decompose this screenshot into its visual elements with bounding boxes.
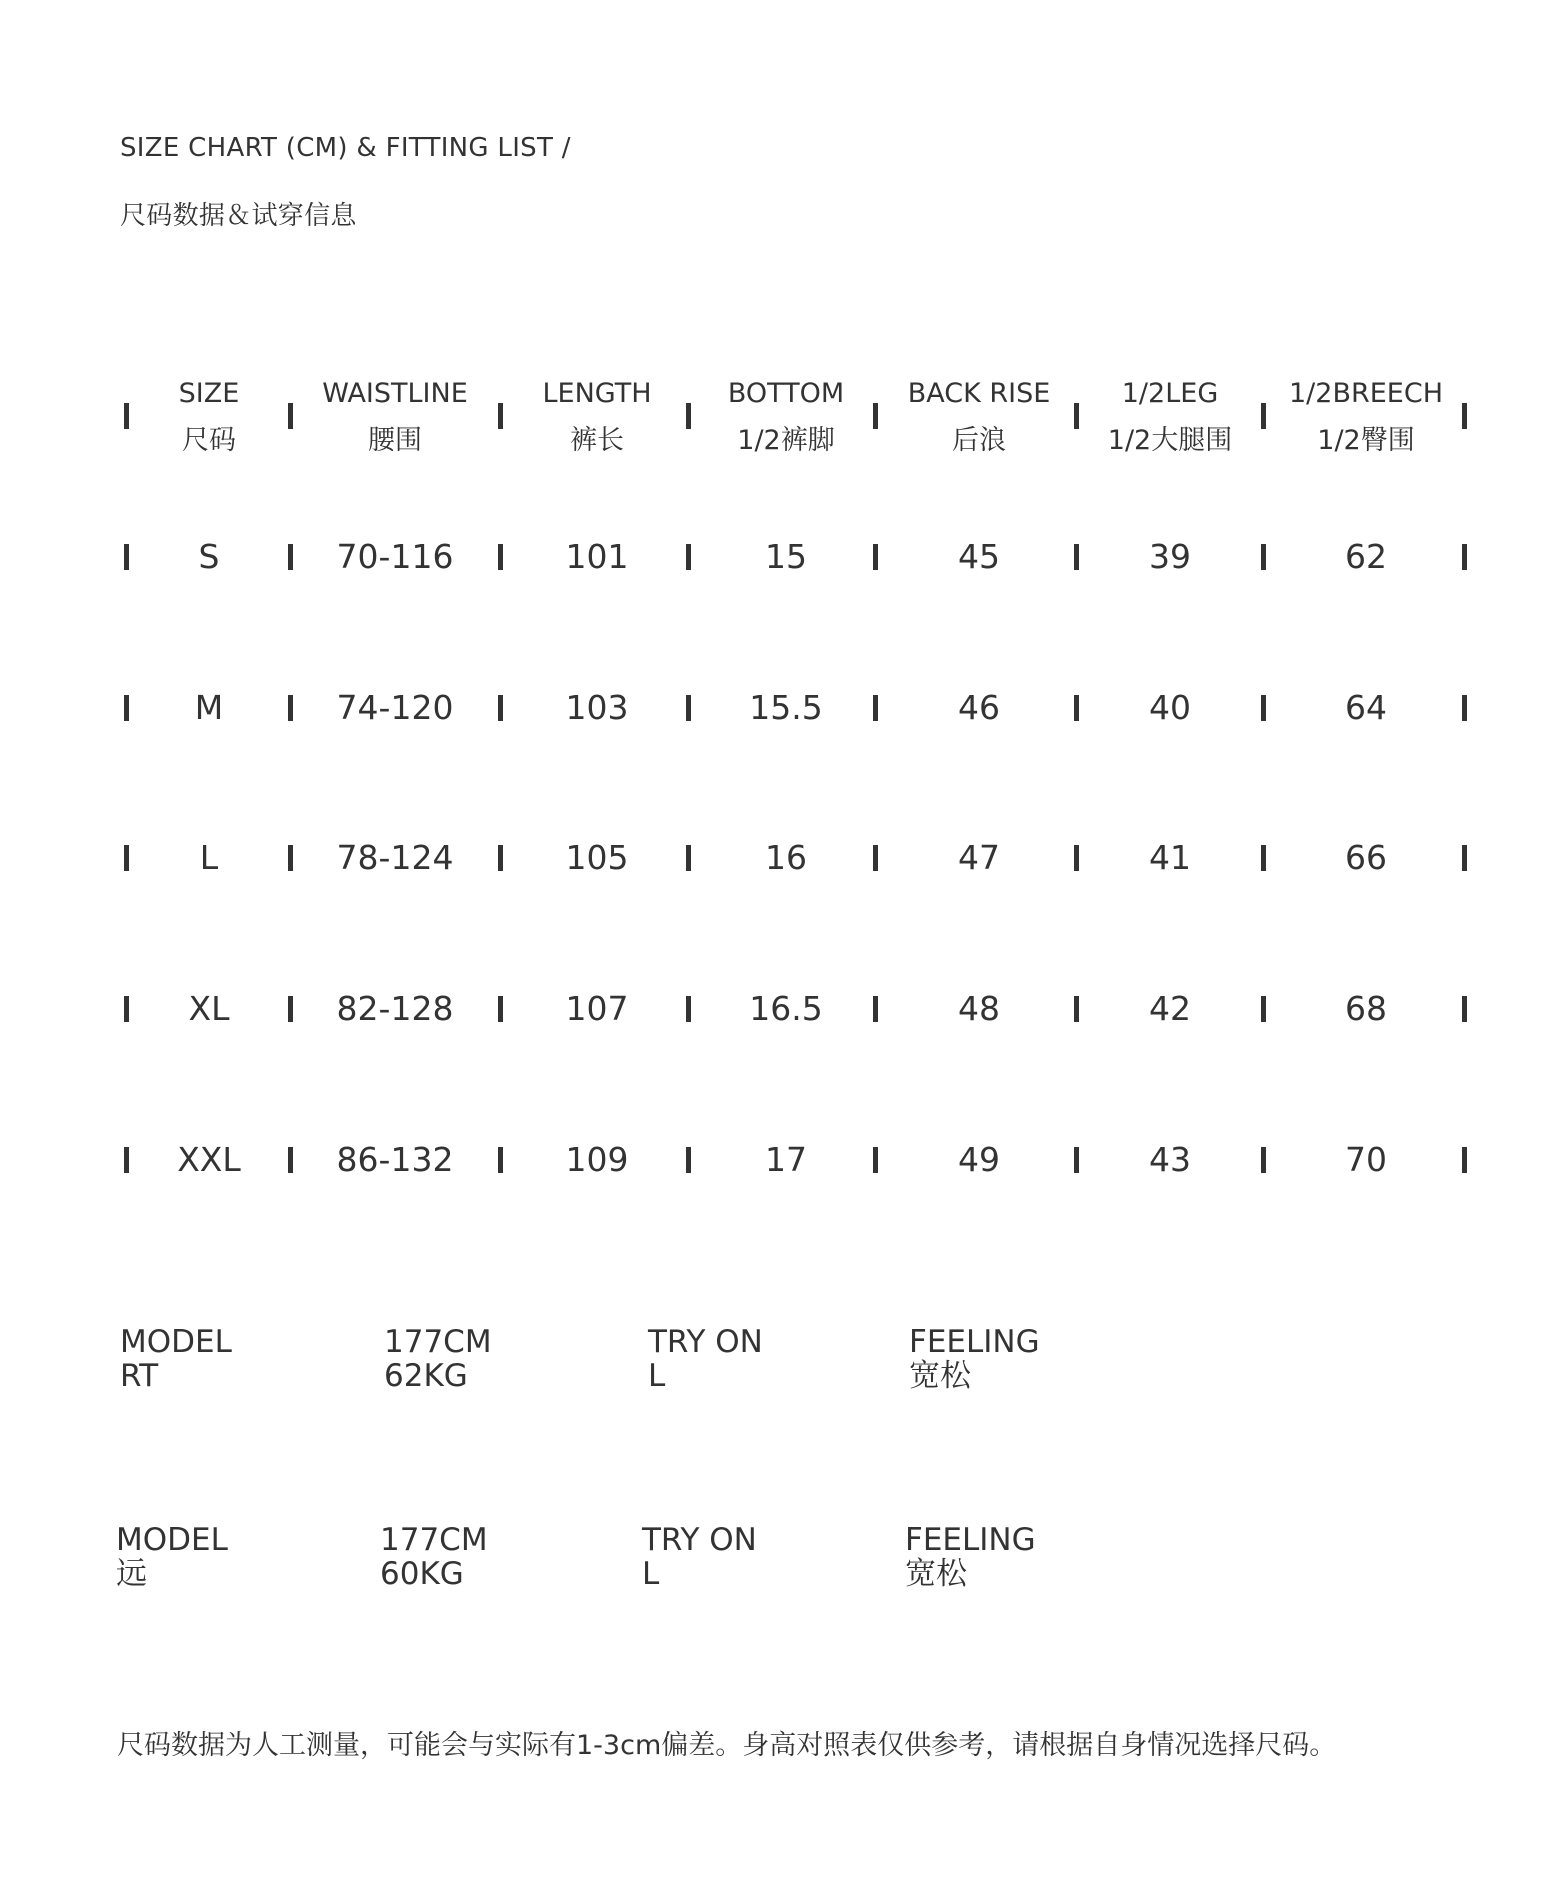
column-separator	[124, 544, 129, 570]
model-try-on-cell	[642, 1523, 757, 1591]
model-height: 177CM	[384, 1324, 492, 1360]
cell-bottom: 16.5	[749, 989, 823, 1028]
column-separator	[124, 996, 129, 1022]
column-separator	[1261, 845, 1266, 871]
cell-size: S	[198, 537, 220, 576]
column-separator	[288, 403, 293, 429]
cell-back-rise: 45	[958, 537, 1000, 576]
cell-half-breech: 70	[1345, 1140, 1387, 1179]
cell-back-rise: 46	[958, 688, 1000, 727]
try-on-size: L	[648, 1358, 666, 1394]
model-name-cell	[116, 1523, 228, 1591]
column-separator	[873, 403, 878, 429]
model-weight: 60KG	[380, 1556, 464, 1592]
column-separator	[1462, 403, 1467, 429]
column-separator	[1462, 845, 1467, 871]
column-separator	[686, 403, 691, 429]
column-separator	[124, 1147, 129, 1173]
column-separator	[498, 1147, 503, 1173]
header-half-leg-cn: 1/2大腿围	[1107, 425, 1233, 456]
header-bottom-en: BOTTOM	[727, 378, 845, 409]
column-separator	[1074, 845, 1079, 871]
column-separator	[1462, 1147, 1467, 1173]
column-separator	[288, 996, 293, 1022]
table-row	[0, 688, 1563, 728]
cell-half-leg: 39	[1149, 537, 1191, 576]
title-chinese: 尺码数据＆试穿信息	[120, 201, 357, 231]
model-try-on-cell	[648, 1325, 763, 1393]
cell-length: 105	[565, 838, 629, 877]
header-half-leg-en: 1/2LEG	[1121, 378, 1219, 409]
column-separator	[288, 695, 293, 721]
header-waistline-en: WAISTLINE	[322, 378, 468, 409]
column-separator	[124, 845, 129, 871]
model-info-2	[0, 1523, 1563, 1593]
column-separator	[873, 1147, 878, 1173]
feeling-label: FEELING	[905, 1522, 1036, 1558]
cell-half-leg: 40	[1149, 688, 1191, 727]
cell-half-breech: 66	[1345, 838, 1387, 877]
column-separator	[1074, 996, 1079, 1022]
header-waistline	[322, 370, 468, 464]
model-name: 远	[116, 1556, 147, 1592]
model-measure-cell	[380, 1523, 488, 1591]
cell-bottom: 15.5	[749, 688, 823, 727]
model-label: MODEL	[116, 1522, 228, 1558]
column-separator	[1462, 695, 1467, 721]
model-weight: 62KG	[384, 1358, 468, 1394]
cell-size: XL	[188, 989, 230, 1028]
cell-half-leg: 43	[1149, 1140, 1191, 1179]
cell-size: XXL	[177, 1140, 241, 1179]
header-half-breech-en: 1/2BREECH	[1288, 378, 1444, 409]
model-name-cell	[120, 1325, 232, 1393]
table-row	[0, 537, 1563, 577]
table-row	[0, 838, 1563, 878]
try-on-label: TRY ON	[642, 1522, 757, 1558]
model-info-1	[0, 1325, 1563, 1395]
column-separator	[1261, 544, 1266, 570]
column-separator	[1261, 695, 1266, 721]
column-separator	[498, 544, 503, 570]
header-back-rise-cn: 后浪	[952, 425, 1006, 456]
cell-length: 103	[565, 688, 629, 727]
model-height: 177CM	[380, 1522, 488, 1558]
model-feeling-cell	[909, 1325, 1040, 1393]
cell-waistline: 70-116	[336, 537, 454, 576]
cell-length: 109	[565, 1140, 629, 1179]
column-separator	[498, 695, 503, 721]
column-separator	[288, 1147, 293, 1173]
model-label: MODEL	[120, 1324, 232, 1360]
try-on-size: L	[642, 1556, 660, 1592]
header-bottom	[728, 370, 844, 464]
cell-waistline: 74-120	[336, 688, 454, 727]
column-separator	[1261, 403, 1266, 429]
column-separator	[686, 544, 691, 570]
column-separator	[1074, 1147, 1079, 1173]
model-measure-cell	[384, 1325, 492, 1393]
header-size-en: SIZE	[178, 378, 240, 409]
cell-half-leg: 42	[1149, 989, 1191, 1028]
column-separator	[498, 403, 503, 429]
feeling-value: 宽松	[909, 1358, 971, 1394]
column-separator	[498, 996, 503, 1022]
column-separator	[873, 996, 878, 1022]
header-length-cn: 裤长	[570, 425, 624, 456]
cell-length: 101	[565, 537, 629, 576]
cell-half-leg: 41	[1149, 838, 1191, 877]
column-separator	[873, 544, 878, 570]
column-separator	[124, 403, 129, 429]
column-separator	[124, 695, 129, 721]
cell-bottom: 15	[765, 537, 807, 576]
column-separator	[1261, 1147, 1266, 1173]
header-length-en: LENGTH	[542, 378, 652, 409]
header-half-breech	[1289, 370, 1443, 464]
cell-waistline: 82-128	[336, 989, 454, 1028]
column-separator	[686, 996, 691, 1022]
cell-bottom: 17	[765, 1140, 807, 1179]
feeling-label: FEELING	[909, 1324, 1040, 1360]
header-back-rise-en: BACK RISE	[907, 378, 1051, 409]
column-separator	[288, 544, 293, 570]
column-separator	[1462, 544, 1467, 570]
cell-size: L	[199, 838, 219, 877]
header-back-rise	[908, 370, 1051, 464]
column-separator	[686, 695, 691, 721]
cell-size: M	[194, 688, 224, 727]
column-separator	[873, 845, 878, 871]
column-separator	[686, 845, 691, 871]
title-english: SIZE CHART (CM) & FITTING LIST /	[120, 133, 571, 163]
cell-half-breech: 64	[1345, 688, 1387, 727]
column-separator	[1074, 544, 1079, 570]
cell-length: 107	[565, 989, 629, 1028]
cell-waistline: 86-132	[336, 1140, 454, 1179]
feeling-value: 宽松	[905, 1556, 967, 1592]
cell-half-breech: 62	[1345, 537, 1387, 576]
header-size-cn: 尺码	[181, 425, 236, 456]
column-separator	[686, 1147, 691, 1173]
column-separator	[1261, 996, 1266, 1022]
column-separator	[873, 695, 878, 721]
header-half-breech-cn: 1/2臀围	[1317, 425, 1415, 456]
cell-back-rise: 47	[958, 838, 1000, 877]
cell-half-breech: 68	[1345, 989, 1387, 1028]
table-row	[0, 1140, 1563, 1180]
measurement-disclaimer: 尺码数据为人工测量，可能会与实际有1-3cm偏差。身高对照表仅供参考，请根据自身情况选择尺码。	[117, 1730, 1337, 1761]
try-on-label: TRY ON	[648, 1324, 763, 1360]
cell-back-rise: 48	[958, 989, 1000, 1028]
table-row	[0, 989, 1563, 1029]
cell-back-rise: 49	[958, 1140, 1000, 1179]
header-waistline-cn: 腰围	[367, 425, 422, 456]
header-size	[179, 370, 240, 464]
column-separator	[1074, 695, 1079, 721]
column-separator	[1462, 996, 1467, 1022]
header-length	[542, 370, 651, 464]
header-half-leg	[1108, 370, 1232, 464]
column-separator	[288, 845, 293, 871]
column-separator	[1074, 403, 1079, 429]
column-separator	[498, 845, 503, 871]
size-table-header-row	[0, 370, 1563, 466]
header-bottom-cn: 1/2裤脚	[737, 425, 835, 456]
model-feeling-cell	[905, 1523, 1036, 1591]
cell-waistline: 78-124	[336, 838, 454, 877]
cell-bottom: 16	[765, 838, 807, 877]
model-name: RT	[120, 1358, 159, 1394]
